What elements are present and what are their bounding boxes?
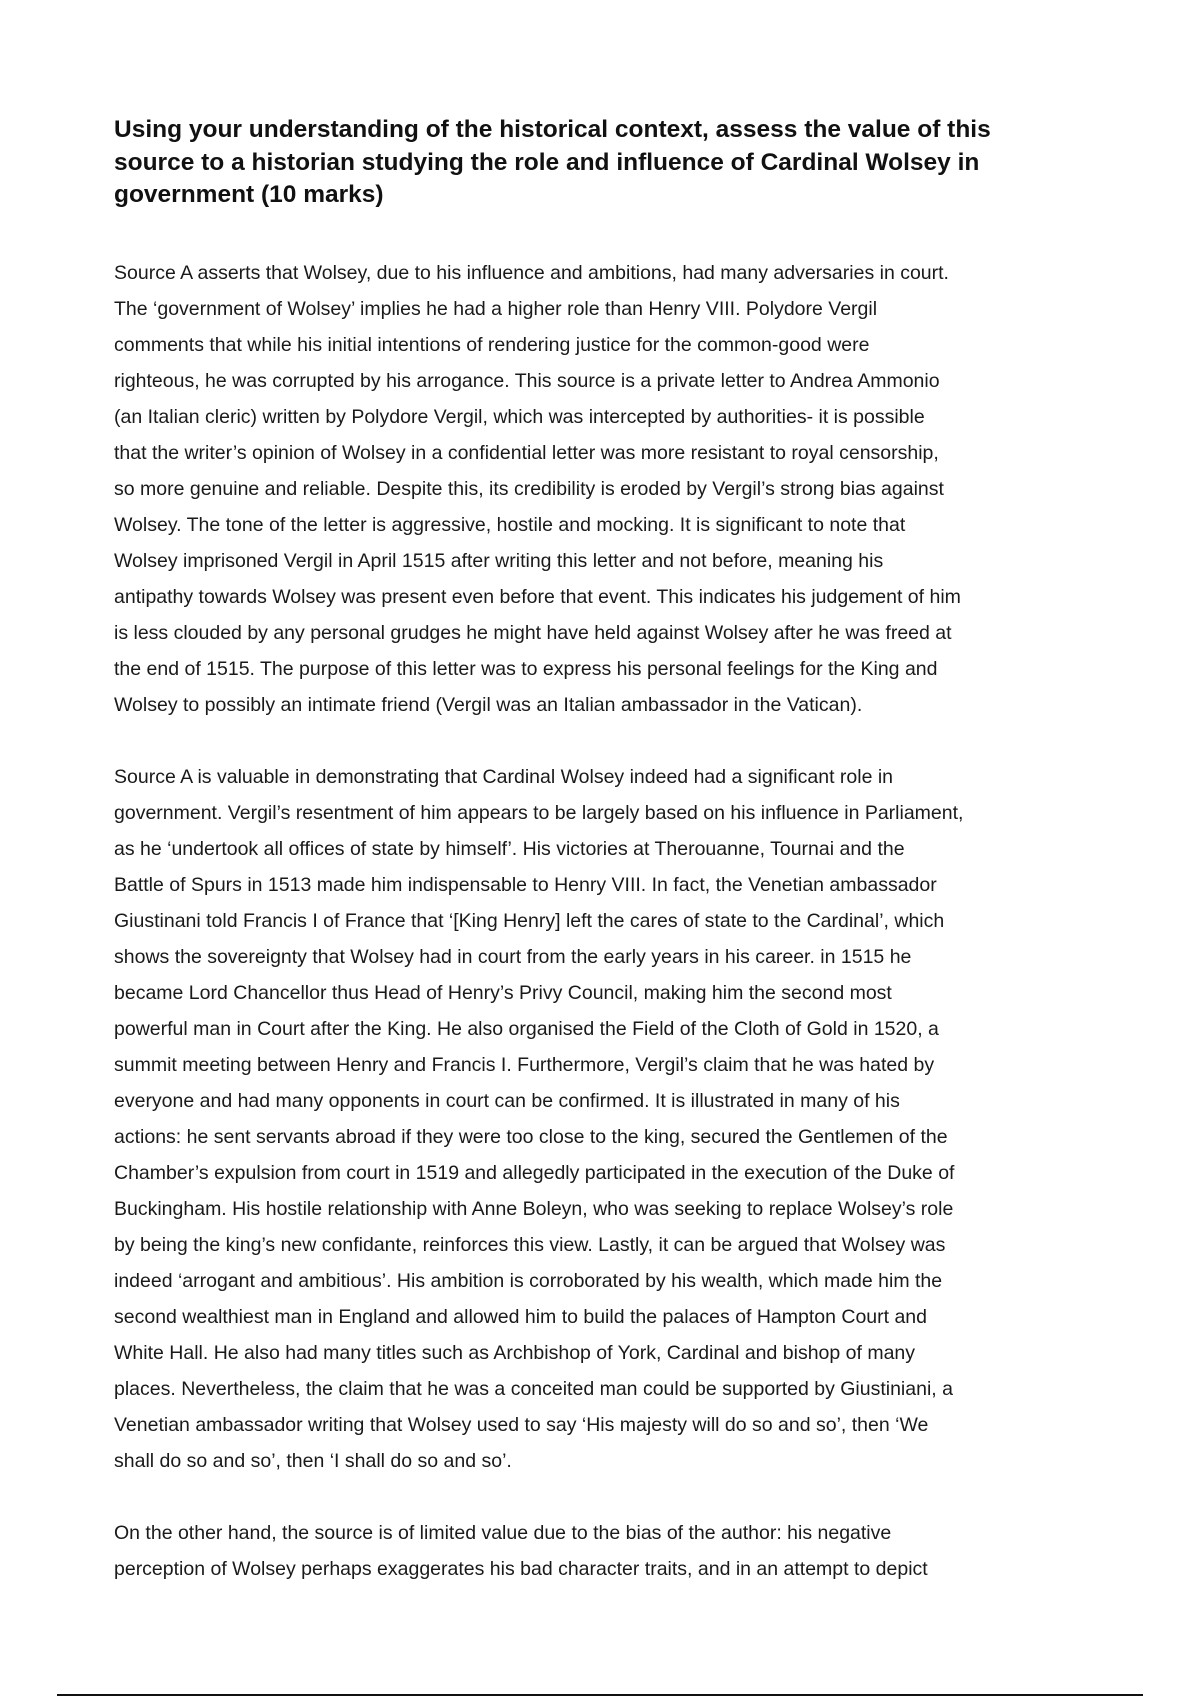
text-line: On the other hand, the source is of limited value due to the bias of the author: his negative: [114, 1522, 892, 1544]
text-line: (an Italian cleric) written by Polydore Vergil, which was intercepted by authorities- it is possible: [114, 406, 925, 428]
text-line: antipathy towards Wolsey was present even before that event. This indicates his judgement of him: [114, 586, 961, 608]
page-bottom-divider: [57, 1694, 1143, 1696]
heading-line: government (10 marks): [114, 181, 384, 208]
text-line: powerful man in Court after the King. He also organised the Field of the Cloth of Gold in 1520, a: [114, 1018, 939, 1040]
text-line: Wolsey imprisoned Vergil in April 1515 after writing this letter and not before, meaning his: [114, 550, 884, 572]
text-line: perception of Wolsey perhaps exaggerates his bad character traits, and in an attempt to depict: [114, 1558, 928, 1580]
text-line: Wolsey to possibly an intimate friend (Vergil was an Italian ambassador in the Vatican).: [114, 694, 863, 716]
paragraph-source-value: [114, 759, 1114, 1479]
text-line: government. Vergil’s resentment of him appears to be largely based on his influence in Parliament,: [114, 802, 964, 824]
text-line: second wealthiest man in England and allowed him to build the palaces of Hampton Court and: [114, 1306, 928, 1328]
text-line: Source A is valuable in demonstrating that Cardinal Wolsey indeed had a significant role in: [114, 766, 894, 788]
text-line: indeed ‘arrogant and ambitious’. His ambition is corroborated by his wealth, which made him the: [114, 1270, 943, 1292]
text-line: shows the sovereignty that Wolsey had in court from the early years in his career. in 1515 he: [114, 946, 912, 968]
text-line: Venetian ambassador writing that Wolsey used to say ‘His majesty will do so and so’, then ‘We: [114, 1414, 929, 1436]
text-line: Battle of Spurs in 1513 made him indispensable to Henry VIII. In fact, the Venetian ambassador: [114, 874, 937, 896]
text-line: Buckingham. His hostile relationship with Anne Boleyn, who was seeking to replace Wolsey’s role: [114, 1198, 954, 1220]
text-line: righteous, he was corrupted by his arrogance. This source is a private letter to Andrea Ammonio: [114, 370, 940, 392]
text-line: became Lord Chancellor thus Head of Henry’s Privy Council, making him the second most: [114, 982, 892, 1004]
text-line: as he ‘undertook all offices of state by himself’. His victories at Therouanne, Tournai and the: [114, 838, 905, 860]
text-line: Chamber’s expulsion from court in 1519 and allegedly participated in the execution of the Duke of: [114, 1162, 955, 1184]
text-line: the end of 1515. The purpose of this letter was to express his personal feelings for the King and: [114, 658, 938, 680]
essay-body: [114, 255, 1114, 1623]
text-line: that the writer’s opinion of Wolsey in a confidential letter was more resistant to royal censorship,: [114, 442, 939, 464]
text-line: summit meeting between Henry and Francis I. Furthermore, Vergil’s claim that he was hated by: [114, 1054, 935, 1076]
text-line: shall do so and so’, then ‘I shall do so and so’.: [114, 1450, 512, 1472]
essay-question-heading: [114, 114, 1074, 212]
paragraph-source-limitations: [114, 1515, 1114, 1587]
heading-line: Using your understanding of the historical context, assess the value of this: [114, 116, 991, 143]
text-line: White Hall. He also had many titles such as Archbishop of York, Cardinal and bishop of many: [114, 1342, 916, 1364]
text-line: Giustinani told Francis I of France that ‘[King Henry] left the cares of state to the Cardinal’, which: [114, 910, 945, 932]
text-line: is less clouded by any personal grudges he might have held against Wolsey after he was freed at: [114, 622, 952, 644]
heading-line: source to a historian studying the role and influence of Cardinal Wolsey in: [114, 148, 980, 176]
text-line: so more genuine and reliable. Despite this, its credibility is eroded by Vergil’s strong bias against: [114, 478, 944, 500]
text-line: Source A asserts that Wolsey, due to his influence and ambitions, had many adversaries in court.: [114, 262, 949, 284]
text-line: by being the king’s new confidante, reinforces this view. Lastly, it can be argued that Wolsey was: [114, 1234, 946, 1256]
text-line: actions: he sent servants abroad if they were too close to the king, secured the Gentlemen of the: [114, 1126, 948, 1148]
text-line: places. Nevertheless, the claim that he was a conceited man could be supported by Giustiniani, a: [114, 1378, 953, 1400]
text-line: The ‘government of Wolsey’ implies he had a higher role than Henry VIII. Polydore Vergil: [114, 298, 878, 320]
text-line: everyone and had many opponents in court can be confirmed. It is illustrated in many of his: [114, 1090, 900, 1112]
text-line: Wolsey. The tone of the letter is aggressive, hostile and mocking. It is significant to note that: [114, 514, 906, 536]
paragraph-source-provenance: [114, 255, 1114, 723]
text-line: comments that while his initial intentions of rendering justice for the common-good were: [114, 334, 870, 356]
